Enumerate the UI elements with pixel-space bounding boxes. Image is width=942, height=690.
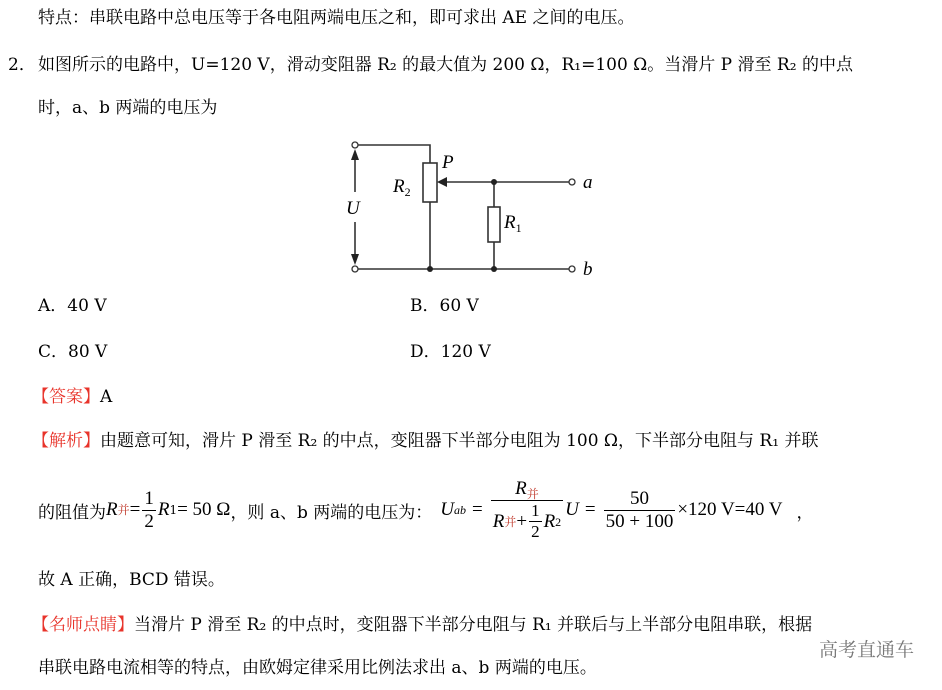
label-R1: $R_1$ (504, 212, 522, 235)
circuit-diagram (330, 130, 610, 285)
label-a: a (583, 172, 593, 193)
option-a[interactable]: A．40 V (38, 296, 107, 316)
answer-tag: 【答案】 (32, 387, 100, 407)
teacher-note-line1: 【名师点睛】当滑片 P 滑至 R₂ 的中点时，变阻器下半部分电阻与 R₁ 并联后与上半部分电阻串联，根据 (32, 615, 813, 635)
answer-value: A (100, 387, 113, 407)
analysis-line1: 【解析】由题意可知，滑片 P 滑至 R₂ 的中点，变阻器下半部分电阻为 100 Ω，下半部分电阻与 R₁ 并联 (32, 431, 819, 451)
teacher-note-line2: 串联电路电流相等的特点，由欧姆定律采用比例法求出 a、b 两端的电压。 (38, 658, 597, 678)
question-text-line2: 时，a、b 两端的电压为 (38, 98, 218, 118)
terminal-b (569, 266, 575, 272)
option-d[interactable]: D．120 V (410, 342, 491, 362)
slider-arrow-icon (437, 177, 447, 187)
terminal-top (352, 142, 358, 148)
option-b[interactable]: B．60 V (410, 296, 479, 316)
watermark: 高考直通车 (818, 639, 914, 661)
terminal-a (569, 179, 575, 185)
terminal-bottom (352, 266, 358, 272)
arrow-down-icon (351, 254, 359, 265)
arrow-up-icon (351, 149, 359, 160)
teacher-tag: 【名师点睛】 (32, 615, 134, 635)
feature-note: 特点：串联电路中总电压等于各电阻两端电压之和，即可求出 AE 之间的电压。 (38, 8, 635, 28)
analysis-tag: 【解析】 (32, 431, 100, 451)
half-fraction: $\frac{1}{2}$ (144, 487, 154, 532)
option-c[interactable]: C．80 V (38, 342, 108, 362)
label-R2: $R_2$ (393, 176, 411, 199)
question-number: 2． (8, 55, 36, 75)
voltage-divider-fraction: $R_并$ R 并 + $\frac{1}{2}$ R 2 (492, 478, 562, 541)
analysis-line3: 故 A 正确，BCD 错误。 (38, 570, 225, 590)
label-b: b (583, 259, 593, 280)
label-U: U (346, 198, 360, 219)
numeric-fraction: $\frac{50}{50 + 100}$ (605, 487, 674, 532)
label-P: P (442, 152, 454, 173)
question-text-line1: 如图所示的电路中，U=120 V，滑动变阻器 R₂ 的最大值为 200 Ω，R₁=100 Ω。当滑片 P 滑至 R₂ 的中点 (38, 55, 853, 75)
answer (32, 386, 112, 408)
analysis-line2: 的阻值为 R 并 = $\frac{1}{2}$ R 1 = 50 Ω ，则 a、b 两端的电压为： U ab = $R_并$ R 并 + $\frac{1}{2}$ R 2 U = $\frac{50}{50 + 100}$ ×120 V=40 V ， (38, 478, 814, 541)
